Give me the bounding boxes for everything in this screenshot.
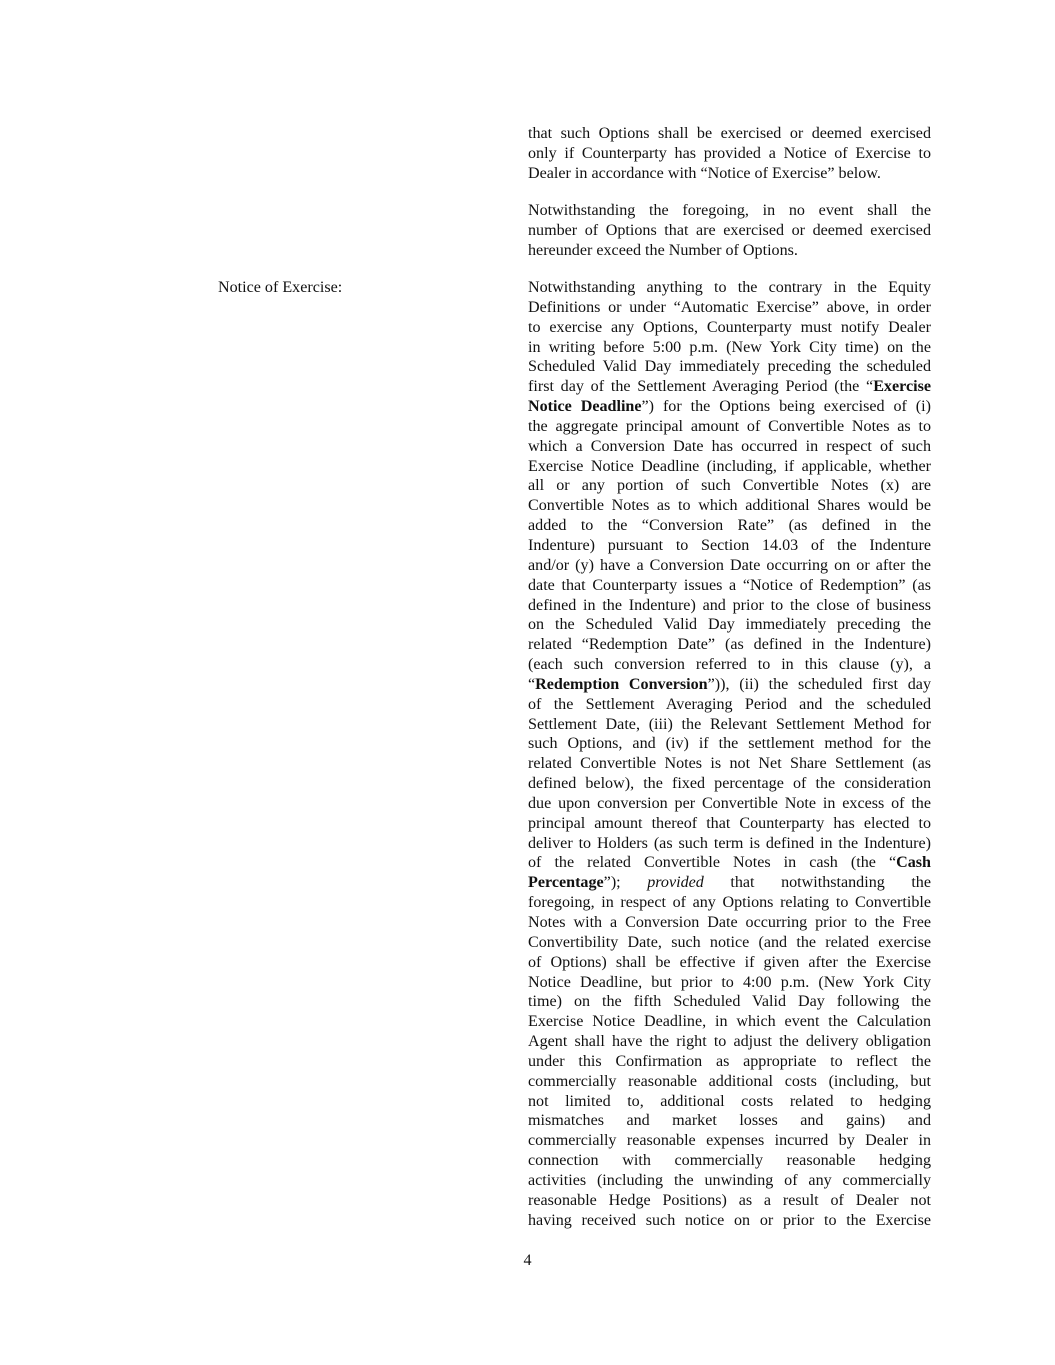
text-line bbox=[528, 496, 931, 516]
text-line bbox=[528, 124, 931, 144]
text-line bbox=[528, 298, 931, 318]
text-line bbox=[528, 457, 931, 477]
text-line bbox=[528, 913, 931, 933]
paragraph-2 bbox=[528, 201, 931, 261]
text-line bbox=[528, 318, 931, 338]
text-segment: Agent shall have the right to adjust the delivery obligation bbox=[528, 1033, 931, 1051]
text-line bbox=[528, 338, 931, 358]
text-line bbox=[528, 853, 931, 873]
text-segment: date that Counterparty issues a “Notice of Redemption” (as bbox=[528, 576, 931, 594]
text-segment: to exercise any Options, Counterparty must notify Dealer bbox=[528, 318, 931, 336]
text-segment: commercially reasonable additional costs (including, but bbox=[528, 1072, 931, 1090]
text-segment: the aggregate principal amount of Convertible Notes as to bbox=[528, 417, 931, 435]
text-line bbox=[528, 675, 931, 695]
text-line bbox=[528, 397, 931, 417]
text-segment: Exercise Notice Deadline (including, if applicable, whether bbox=[528, 457, 931, 475]
text-line bbox=[528, 754, 931, 774]
text-segment: deliver to Holders (as such term is defined in the Indenture) bbox=[528, 834, 931, 852]
text-segment: “ bbox=[528, 675, 536, 693]
text-line bbox=[528, 774, 931, 794]
text-line bbox=[528, 715, 931, 735]
text-line bbox=[528, 1092, 931, 1112]
defined-term: Exercise bbox=[873, 378, 931, 396]
text-segment: not limited to, additional costs related to hedging bbox=[528, 1092, 931, 1110]
text-segment: that notwithstanding the bbox=[703, 874, 931, 892]
text-segment: Definitions or under “Automatic Exercise” above, in order bbox=[528, 298, 931, 316]
text-line bbox=[528, 1012, 931, 1032]
text-segment: all or any portion of such Convertible Notes (x) are bbox=[528, 477, 931, 495]
text-segment: of the related Convertible Notes in cash (the “ bbox=[528, 854, 897, 872]
text-segment: number of Options that are exercised or deemed exercised bbox=[528, 221, 931, 239]
emphasis-text: provided bbox=[647, 874, 704, 892]
text-segment: commercially reasonable expenses incurred by Dealer in bbox=[528, 1132, 931, 1150]
text-line bbox=[528, 1151, 931, 1171]
text-segment: ”)), (ii) the scheduled first day bbox=[707, 675, 931, 693]
text-line bbox=[528, 516, 931, 536]
text-segment: activities (including the unwinding of any commercially bbox=[528, 1171, 931, 1189]
text-line bbox=[528, 164, 931, 184]
defined-term: Percentage bbox=[528, 874, 604, 892]
text-line bbox=[528, 814, 931, 834]
text-segment: defined in the Indenture) and prior to the close of business bbox=[528, 596, 931, 614]
text-segment: Notwithstanding the foregoing, in no event shall the bbox=[528, 202, 931, 219]
text-segment: only if Counterparty has provided a Notice of Exercise to bbox=[528, 144, 931, 162]
text-segment: Settlement Date, (iii) the Relevant Settlement Method for bbox=[528, 715, 931, 733]
text-line bbox=[528, 536, 931, 556]
text-line bbox=[528, 933, 931, 953]
text-segment: of the Settlement Averaging Period and the scheduled bbox=[528, 695, 931, 713]
text-segment: Exercise Notice Deadline, in which event the Calculation bbox=[528, 1013, 931, 1031]
text-line bbox=[528, 1131, 931, 1151]
text-line bbox=[528, 695, 931, 715]
page-number: 4 bbox=[523, 1252, 532, 1269]
text-segment: added to the “Conversion Rate” (as defined in the bbox=[528, 517, 931, 535]
text-segment: hereunder exceed the Number of Options. bbox=[528, 241, 798, 259]
text-line bbox=[528, 734, 931, 754]
text-line bbox=[528, 1032, 931, 1052]
text-segment: ”) for the Options being exercised of (i) bbox=[641, 398, 931, 416]
text-segment: due upon conversion per Convertible Note in excess of the bbox=[528, 794, 931, 812]
defined-term: Redemption Conversion bbox=[535, 675, 708, 693]
text-line bbox=[528, 1072, 931, 1092]
text-segment: principal amount thereof that Counterparty has elected to bbox=[528, 814, 931, 832]
defined-term: Notice Deadline bbox=[528, 398, 642, 416]
text-line bbox=[528, 437, 931, 457]
text-line bbox=[528, 1111, 931, 1131]
text-line bbox=[528, 893, 931, 913]
text-line bbox=[528, 241, 931, 261]
text-segment: foregoing, in respect of any Options relating to Convertible bbox=[528, 894, 931, 912]
text-line bbox=[528, 992, 931, 1012]
text-line bbox=[528, 1191, 931, 1211]
text-segment: on the Scheduled Valid Day immediately preceding the bbox=[528, 616, 931, 634]
text-segment: in writing before 5:00 p.m. (New York City time) on the bbox=[528, 338, 931, 356]
text-segment: Convertible Notes as to which additional Shares would be bbox=[528, 497, 931, 515]
text-segment: mismatches and market losses and gains) and bbox=[528, 1112, 931, 1130]
text-line bbox=[528, 201, 931, 221]
section-label-notice-of-exercise: Notice of Exercise: bbox=[218, 279, 343, 296]
text-segment: related Convertible Notes is not Net Share Settlement (as bbox=[528, 755, 931, 773]
text-segment: time) on the fifth Scheduled Valid Day following the bbox=[528, 993, 931, 1011]
text-segment: connection with commercially reasonable hedging bbox=[528, 1152, 931, 1170]
text-segment: having received such notice on or prior to the Exercise bbox=[528, 1211, 931, 1229]
paragraph-notice-of-exercise bbox=[528, 278, 931, 1231]
text-line bbox=[528, 834, 931, 854]
text-line bbox=[528, 221, 931, 241]
text-segment: that such Options shall be exercised or deemed exercised bbox=[528, 125, 931, 142]
text-line bbox=[528, 635, 931, 655]
text-line bbox=[528, 144, 931, 164]
text-line bbox=[528, 794, 931, 814]
text-segment: such Options, and (iv) if the settlement method for the bbox=[528, 735, 931, 753]
text-line bbox=[528, 615, 931, 635]
text-line bbox=[528, 655, 931, 675]
text-line bbox=[528, 973, 931, 993]
text-segment: Scheduled Valid Day immediately preceding the scheduled bbox=[528, 358, 931, 376]
text-line bbox=[528, 953, 931, 973]
text-line bbox=[528, 1052, 931, 1072]
text-segment: of Options) shall be effective if given after the Exercise bbox=[528, 953, 931, 971]
text-segment: related “Redemption Date” (as defined in the Indenture) bbox=[528, 636, 931, 654]
text-segment: and/or (y) have a Conversion Date occurring on or after the bbox=[528, 556, 931, 574]
text-line bbox=[528, 873, 931, 893]
text-segment: Notwithstanding anything to the contrary in the Equity bbox=[528, 279, 931, 296]
text-line bbox=[528, 357, 931, 377]
text-line bbox=[528, 476, 931, 496]
defined-term: Cash bbox=[896, 854, 931, 872]
text-segment: under this Confirmation as appropriate to reflect the bbox=[528, 1052, 931, 1070]
text-segment: Dealer in accordance with “Notice of Exercise” below. bbox=[528, 164, 881, 182]
text-line bbox=[528, 576, 931, 596]
text-line bbox=[528, 417, 931, 437]
text-segment: Notice Deadline, but prior to 4:00 p.m. (New York City bbox=[528, 973, 931, 991]
text-segment: Notes with a Conversion Date occurring prior to the Free bbox=[528, 914, 931, 931]
text-segment: ”); bbox=[603, 874, 648, 892]
text-line bbox=[528, 1211, 931, 1231]
paragraph-1 bbox=[528, 124, 931, 184]
text-segment: which a Conversion Date has occurred in respect of such bbox=[528, 437, 931, 455]
text-segment: Indenture) pursuant to Section 14.03 of the Indenture bbox=[528, 536, 931, 554]
text-segment: (each such conversion referred to in this clause (y), a bbox=[528, 656, 931, 674]
text-line bbox=[528, 278, 931, 298]
text-segment: first day of the Settlement Averaging Period (the “ bbox=[528, 378, 874, 396]
text-line bbox=[528, 377, 931, 397]
text-segment: Convertibility Date, such notice (and the related exercise bbox=[528, 933, 931, 951]
text-segment: defined below), the fixed percentage of the consideration bbox=[528, 775, 931, 793]
text-line bbox=[528, 1171, 931, 1191]
text-segment: reasonable Hedge Positions) as a result of Dealer not bbox=[528, 1191, 931, 1209]
text-line bbox=[528, 556, 931, 576]
text-line bbox=[528, 596, 931, 616]
